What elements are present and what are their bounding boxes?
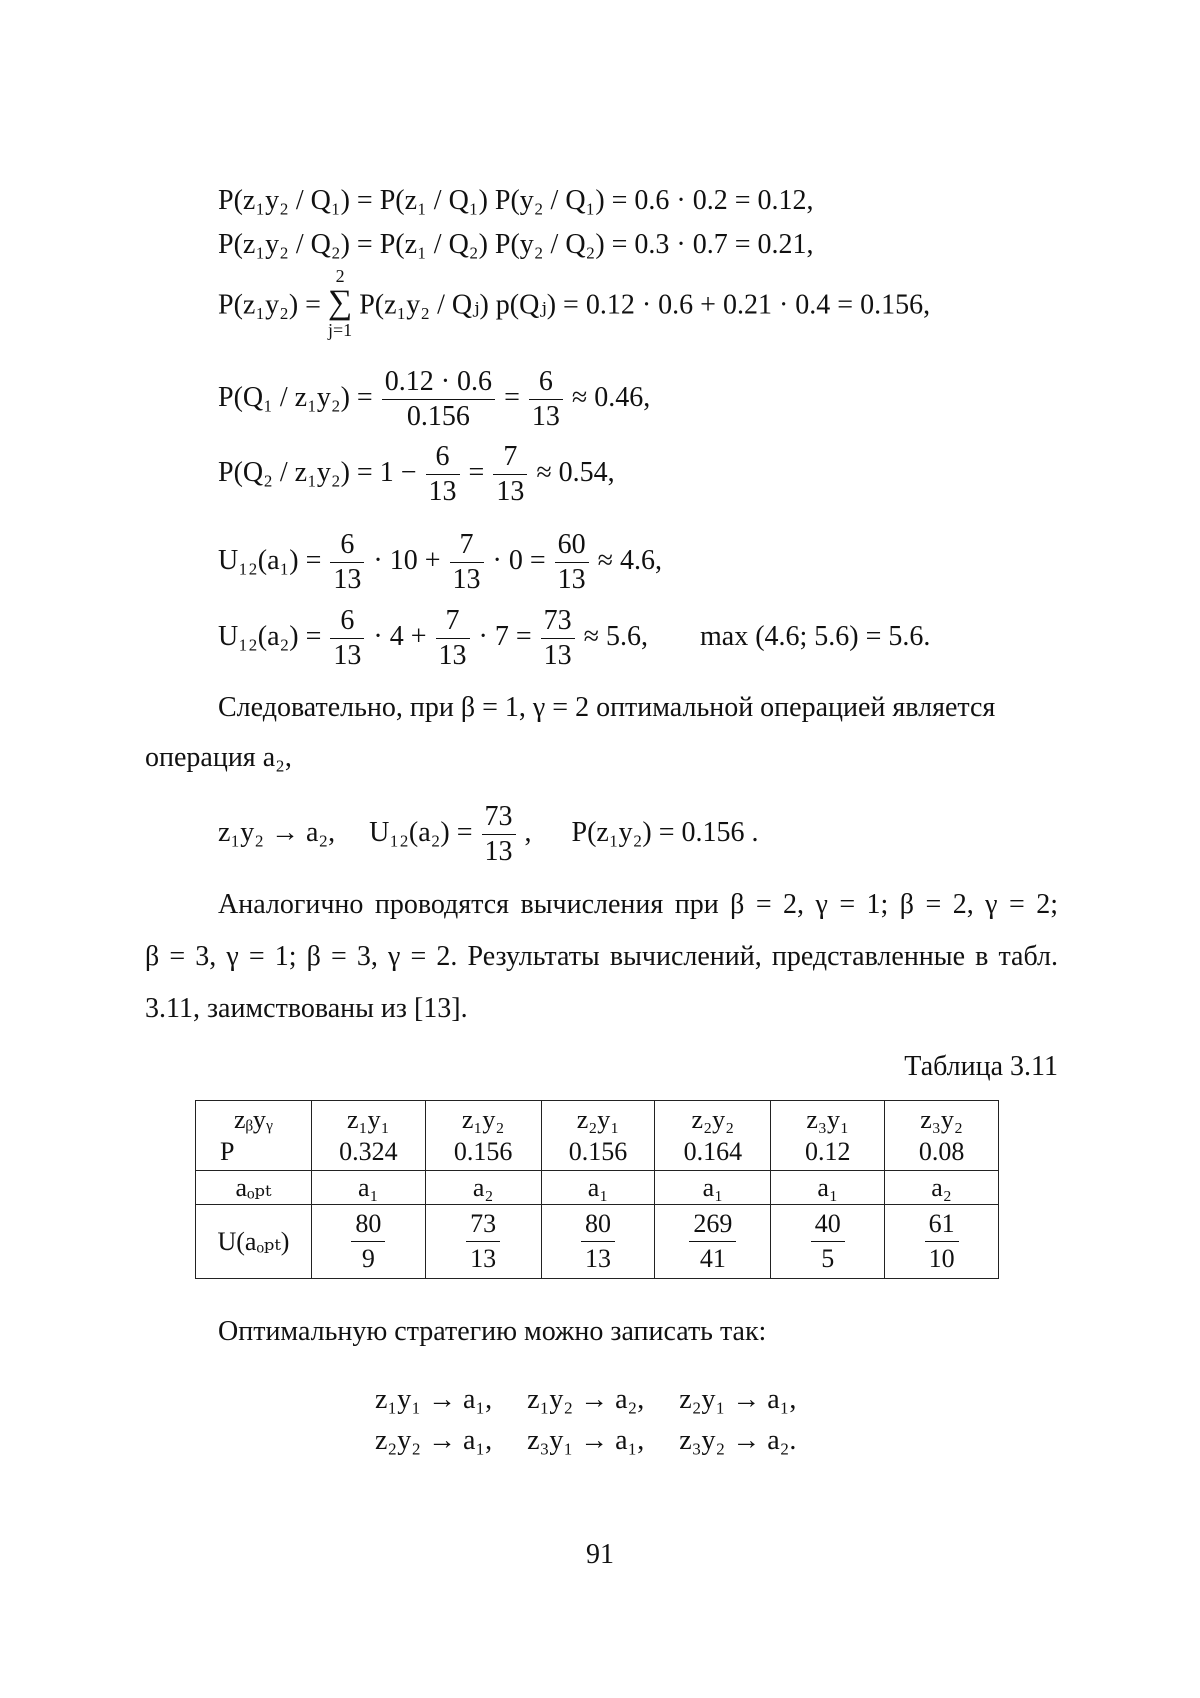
table-cell (771, 1101, 885, 1171)
result-mapping: z₁y₂ → a₂, (218, 816, 336, 848)
table-row (196, 1101, 999, 1171)
fraction (529, 365, 563, 434)
zy-value: z₁y₁ (346, 1104, 390, 1134)
fraction-numerator: 73 (482, 800, 516, 835)
fraction-numerator: 6 (426, 440, 460, 475)
fraction-numerator: 60 (555, 528, 589, 563)
strategy-intro: Оптимальную стратегию можно записать так: (218, 1316, 767, 1347)
fraction-numerator: 269 (689, 1207, 736, 1242)
fraction (811, 1207, 845, 1276)
header-label-p: P (220, 1136, 235, 1166)
fraction-numerator: 6 (529, 365, 563, 400)
header-label-zy: zᵦyᵧ (234, 1104, 273, 1134)
aopt-value: a₁ (541, 1171, 655, 1205)
fraction-denominator: 13 (333, 640, 362, 671)
page-number: 91 (586, 1539, 614, 1570)
paragraph-text: Следовательно, при β = 1, γ = 2 оптимальной операцией является (218, 692, 996, 723)
fraction (541, 604, 575, 673)
zy-value: z₂y₂ (691, 1104, 735, 1134)
zy-value: z₃y₁ (806, 1104, 850, 1134)
fraction (689, 1207, 736, 1276)
equation-4: P(Q₁ / z₁y₂) = $\frac{0.12 \cdot 0.6}{0.156}$ = $\frac{6}{13}$ ≈ 0.46, (218, 366, 651, 432)
fraction-numerator: 6 (330, 604, 364, 639)
p-value: 0.08 (918, 1136, 965, 1166)
fraction-numerator: 61 (925, 1207, 959, 1242)
fraction (426, 440, 460, 509)
equation-3-rhs: P(z₁y₂ / Qⱼ) p(Qⱼ) = 0.12 · 0.6 + 0.21 · 0.4 = 0.156, (359, 289, 931, 321)
equation-7 (218, 604, 930, 673)
zy-value: z₁y₂ (461, 1104, 505, 1134)
table-cell (541, 1101, 655, 1171)
fraction (925, 1207, 959, 1276)
equation-4-lhs: P(Q₁ / z₁y₂) = (218, 381, 373, 413)
paragraph-1-line-1 (218, 683, 1058, 733)
equation-4-tail: ≈ 0.46, (571, 381, 651, 413)
fraction-denominator: 13 (543, 640, 572, 671)
fraction-numerator: 0.12 · 0.6 (382, 365, 495, 400)
fraction-denominator: 13 (585, 1244, 612, 1273)
table-cell (655, 1101, 771, 1171)
table-cell (885, 1205, 999, 1279)
table-row (196, 1171, 999, 1205)
equation-2: P(z₁y₂ / Q₂) = P(z₁ / Q₂) P(y₂ / Q₂) = 0.3 · 0.7 = 0.21, (218, 229, 814, 260)
table-cell (425, 1101, 541, 1171)
fraction (581, 1207, 615, 1276)
equation-7-max: max (4.6; 5.6) = 5.6. (700, 620, 931, 652)
paragraph-1-line-2: операция a₂, (145, 742, 292, 773)
aopt-value: a₂ (885, 1171, 999, 1205)
fraction (482, 800, 516, 869)
fraction (493, 440, 527, 509)
table-cell (541, 1205, 655, 1279)
aopt-value: a₂ (425, 1171, 541, 1205)
fraction-denominator: 9 (361, 1244, 375, 1273)
fraction-denominator: 13 (333, 564, 362, 595)
table-row (196, 1205, 999, 1279)
aopt-value: a₁ (311, 1171, 425, 1205)
fraction-denominator: 41 (699, 1244, 726, 1273)
fraction-denominator: 0.156 (406, 401, 470, 432)
result-probability: P(z₁y₂) = 0.156 . (571, 816, 759, 848)
equation-6 (218, 528, 662, 597)
fraction (330, 528, 364, 597)
fraction (466, 1207, 500, 1276)
table-caption: Таблица 3.11 (904, 1051, 1058, 1082)
fraction-numerator: 80 (351, 1207, 385, 1242)
fraction (382, 365, 495, 434)
fraction-denominator: 13 (438, 640, 467, 671)
table-cell (311, 1101, 425, 1171)
p-value: 0.164 (683, 1136, 743, 1166)
fraction-numerator: 7 (493, 440, 527, 475)
fraction-denominator: 13 (470, 1244, 497, 1273)
table-header-cell (196, 1101, 312, 1171)
result-u-lhs: U₁₂(a₂) = (369, 816, 473, 848)
paragraph-2-line-2: β = 3, γ = 1; β = 3, γ = 2. Результаты вычислений, представленные в табл. (145, 941, 1058, 972)
fraction-denominator: 13 (531, 401, 560, 432)
fraction-numerator: 73 (466, 1207, 500, 1242)
p-value: 0.156 (568, 1136, 628, 1166)
zy-value: z₂y₁ (576, 1104, 620, 1134)
equation-7-mid: · 7 = (478, 620, 532, 652)
fraction-numerator: 6 (330, 528, 364, 563)
fraction-denominator: 5 (821, 1244, 835, 1273)
fraction-numerator: 73 (541, 604, 575, 639)
fraction (330, 604, 364, 673)
equation-6-mid: · 10 + (373, 544, 441, 576)
p-value: 0.156 (453, 1136, 513, 1166)
table-cell (311, 1205, 425, 1279)
equation-6-mid: · 0 = (492, 544, 546, 576)
fraction-numerator: 7 (450, 528, 484, 563)
aopt-label: aₒₚₜ (196, 1171, 312, 1205)
fraction-numerator: 80 (581, 1207, 615, 1242)
fraction (450, 528, 484, 597)
sigma-icon: ∑ (327, 284, 353, 321)
equation-5-tail: ≈ 0.54, (536, 456, 615, 488)
fraction-denominator: 13 (428, 476, 457, 507)
table-cell (655, 1205, 771, 1279)
strategy-line-1: z₁y₁ → a₁, z₁y₂ → a₂, z₂y₁ → a₁, (375, 1384, 797, 1415)
strategy-line-2: z₂y₂ → a₁, z₃y₁ → a₁, z₃y₂ → a₂. (375, 1425, 797, 1456)
fraction-denominator: 13 (484, 836, 513, 867)
fraction-denominator: 10 (928, 1244, 955, 1273)
fraction-numerator: 7 (436, 604, 470, 639)
table-cell (771, 1205, 885, 1279)
fraction (351, 1207, 385, 1276)
result-equation: z₁y₂ → a₂, U₁₂(a₂) = $\frac{73}{13}$ , P(z₁y₂) = 0.156 . (218, 801, 759, 867)
equation-1: P(z₁y₂ / Q₁) = P(z₁ / Q₁) P(y₂ / Q₁) = 0.6 · 0.2 = 0.12, (218, 185, 814, 216)
p-value: 0.12 (804, 1136, 851, 1166)
equation-5-lhs: P(Q₂ / z₁y₂) = 1 − (218, 456, 417, 488)
equation-6-lhs: U₁₂(a₁) = (218, 544, 322, 576)
aopt-value: a₁ (655, 1171, 771, 1205)
u-label: U(aₒₚₜ) (196, 1205, 312, 1279)
table-cell (425, 1205, 541, 1279)
zy-value: z₃y₂ (920, 1104, 963, 1134)
equation-7-lhs: U₁₂(a₂) = (218, 620, 322, 652)
paragraph-2-line-3: 3.11, заимствованы из [13]. (145, 993, 468, 1024)
sum-symbol (328, 266, 352, 340)
aopt-value: a₁ (771, 1171, 885, 1205)
sum-upper-limit: 2 (335, 266, 345, 286)
equation-5: P(Q₂ / z₁y₂) = 1 − $\frac{6}{13}$ = $\frac{7}{13}$ ≈ 0.54, (218, 441, 615, 507)
sum-lower-limit: j=1 (328, 320, 353, 340)
fraction-denominator: 13 (496, 476, 525, 507)
equation-6-tail: ≈ 4.6, (597, 544, 662, 576)
equation-7-tail: ≈ 5.6, (583, 620, 648, 652)
paragraph-2-line-1: Аналогично проводятся вычисления при β = 2, γ = 1; β = 2, γ = 2; (218, 889, 1058, 920)
fraction-numerator: 40 (811, 1207, 845, 1242)
equation-3 (218, 266, 931, 344)
p-value: 0.324 (339, 1136, 398, 1166)
equation-7-mid: · 4 + (373, 620, 427, 652)
fraction (555, 528, 589, 597)
equation-3-lhs: P(z₁y₂) = (218, 289, 321, 321)
fraction-denominator: 13 (452, 564, 481, 595)
fraction-denominator: 13 (557, 564, 586, 595)
table-cell (885, 1101, 999, 1171)
data-table (195, 1100, 999, 1279)
fraction (436, 604, 470, 673)
